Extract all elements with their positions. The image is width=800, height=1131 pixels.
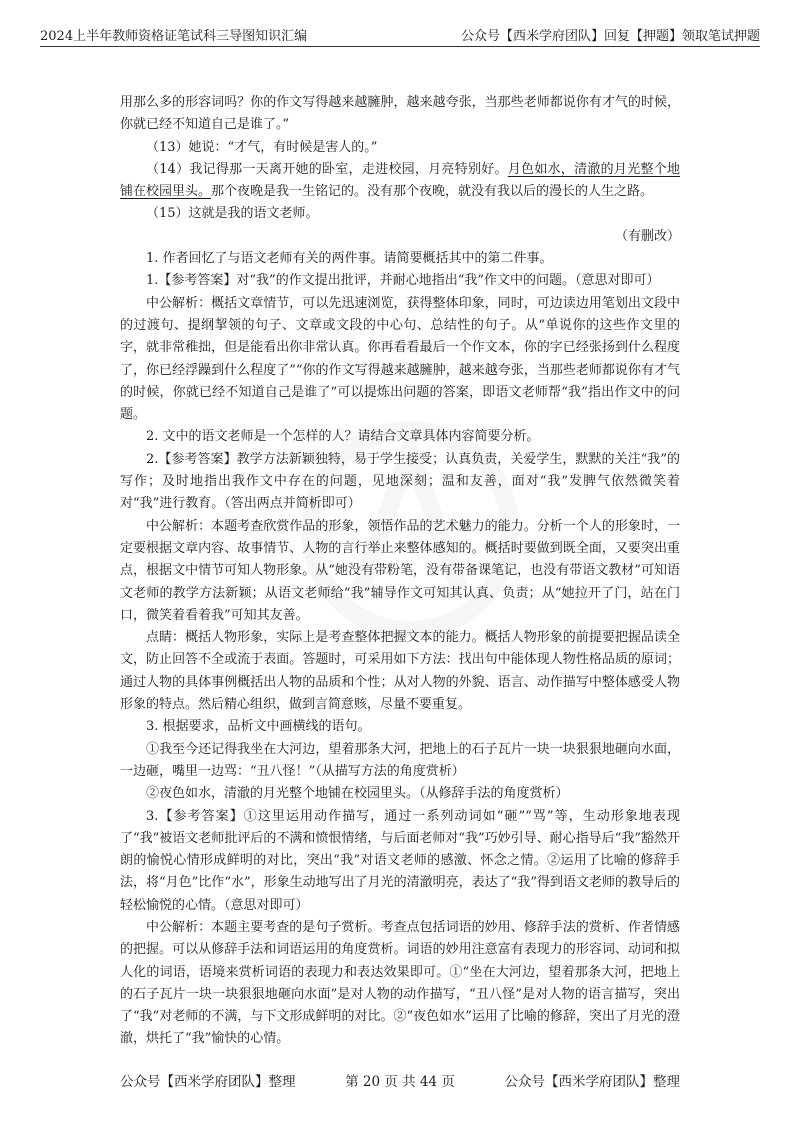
question: 1. 作者回忆了与语文老师有关的两件事。请简要概括其中的第二件事。 — [146, 251, 553, 267]
footer-left: 公众号【西米学府团队】整理 — [120, 1074, 296, 1090]
paragraph: （13）她说：“才气，有时候是害人的。” — [146, 139, 378, 155]
tip: 点睛：概括人物形象，实际上是考查整体把握文本的能力。概括人物形象的前提要把握品读全文，防止回答不全或流于表面。答题时，可采用如下方法：找出句中能体现人物性格品质的原词；通过人物的具体事例概括出人物的品质和个性；从对人物的外貌、语言、动作描写中整体感受人物形象的特点。然后精心组织，做到言简意赅，尽量不要重复。 — [120, 630, 680, 713]
analysis: 中公解析：概括文章情节，可以先迅速浏览，获得整体印象，同时，可边读边用笔划出文段中的过渡句、提纲挈领的句子、文章或文段的中心句、总结性的句子。从“单说你的这些作文里的字，就非常稚拙，但是能看出你非常认真。你再看看最后一个作文本，你的字已经张扬到什么程度了，你已经浮躁到什么程度了”“你的作文写得越来越臃肿，越来越夸张，当那些老师都说你有才气的时候，你就已经不知道自己是谁了”可以提炼出问题的答案，即语文老师帮“我”指出作文中的问题。 — [120, 295, 680, 423]
header-right: 公众号【西米学府团队】回复【押题】领取笔试押题 — [460, 29, 760, 44]
sentence: （14）我记得那一天离开她的卧室，走进校园，月亮特别好。 — [146, 161, 508, 177]
analysis: 中公解析：本题考查欣赏作品的形象，领悟作品的艺术魅力的能力。分析一个人的形象时，一定要根据文章内容、故事情节、人物的言行举止来整体感知的。概括时要做到既全面，又要突出重点，根据文中情节可知人物形象。从“她没有带粉笔，没有带备课笔记，也没有带语文教材”可知语文老师的教学方法新颖；从语文老师给“我”辅导作文可知其认真、负责；从“她拉开了门，站在门口，微笑着看着我”可知其友善。 — [120, 518, 680, 623]
sentence: 那个夜晚是我一生铭记的。没有那个夜晚，就没有我以后的漫长的人生之路。 — [211, 184, 654, 200]
paragraph — [120, 159, 680, 204]
paragraph: （15）这就是我的语文老师。 — [146, 206, 319, 222]
question: 3. 根据要求，品析文中画横线的语句。 — [146, 719, 371, 735]
paragraph: 用那么多的形容词吗？你的作文写得越来越臃肿，越来越夸张，当那些老师都说你有才气的时候，你就已经不知道自己是谁了。” — [120, 95, 680, 133]
underlined-sentence: 月色如水，清澈的月光整个地铺在校园里头。 — [120, 161, 680, 200]
answer: 2.【参考答案】教学方法新颖独特，易于学生接受；认真负责，关爱学生，默默的关注“我”的写作；及时地指出我作文中存在的问题，见地深刻；温和友善，面对“我”发脾气依然微笑着对“我”进行教育。（答出两点并简析即可） — [120, 451, 680, 512]
footer-right: 公众号【西米学府团队】整理 — [504, 1074, 680, 1090]
source-note: （有删改） — [614, 228, 680, 244]
page-header — [40, 20, 760, 47]
page-content — [120, 92, 680, 1051]
quoted-sentence: ①我至今还记得我坐在大河边，望着那条大河，把地上的石子瓦片一块一块狠狠地砸向水面，一边砸，嘴里一边骂：“丑八怪！”（从描写方法的角度赏析） — [120, 741, 680, 779]
quoted-sentence: ②夜色如水，清澈的月光整个地铺在校园里头。（从修辞手法的角度赏析） — [146, 786, 569, 802]
answer: 1.【参考答案】对“我”的作文提出批评，并耐心地指出“我”作文中的问题。（意思对即可） — [146, 273, 660, 289]
page-footer — [120, 1070, 680, 1090]
analysis: 中公解析：本题主要考查的是句子赏析。考查点包括词语的妙用、修辞手法的赏析、作者情感的把握。可以从修辞手法和词语运用的角度赏析。词语的妙用注意富有表现力的形容词、动词和拟人化的词语，语境来赏析词语的表现力和表达效果即可。①“坐在大河边，望着那条大河，把地上的石子瓦片一块一块狠狠地砸向水面”是对人物的动作描写，“丑八怪”是对人物的语言描写，突出了“我”对老师的不满，与下文形成鲜明的对比。②“夜色如水”运用了比喻的修辞，突出了月光的澄澈，烘托了“我”愉快的心情。 — [120, 919, 680, 1047]
question: 2. 文中的语文老师是一个怎样的人？请结合文章具体内容简要分析。 — [146, 429, 540, 445]
header-left: 2024上半年教师资格证笔试科三导图知识汇编 — [40, 29, 308, 44]
page-number: 第 20 页 共 44 页 — [345, 1074, 455, 1090]
answer: 3.【参考答案】①这里运用动作描写，通过一系列动词如“砸”“骂”等，生动形象地表现了“我”被语文老师批评后的不满和愤恨情绪，与后面老师对“我”巧妙引导、耐心指导后“我”豁然开朗的愉悦心情形成鲜明的对比，突出“我”对语文老师的感激、怀念之情。②运用了比喻的修辞手法，将“月色”比作“水”，形象生动地写出了月光的清澈明亮，表达了“我”得到语文老师的教导后的轻松愉悦的心情。（意思对即可） — [120, 808, 680, 913]
